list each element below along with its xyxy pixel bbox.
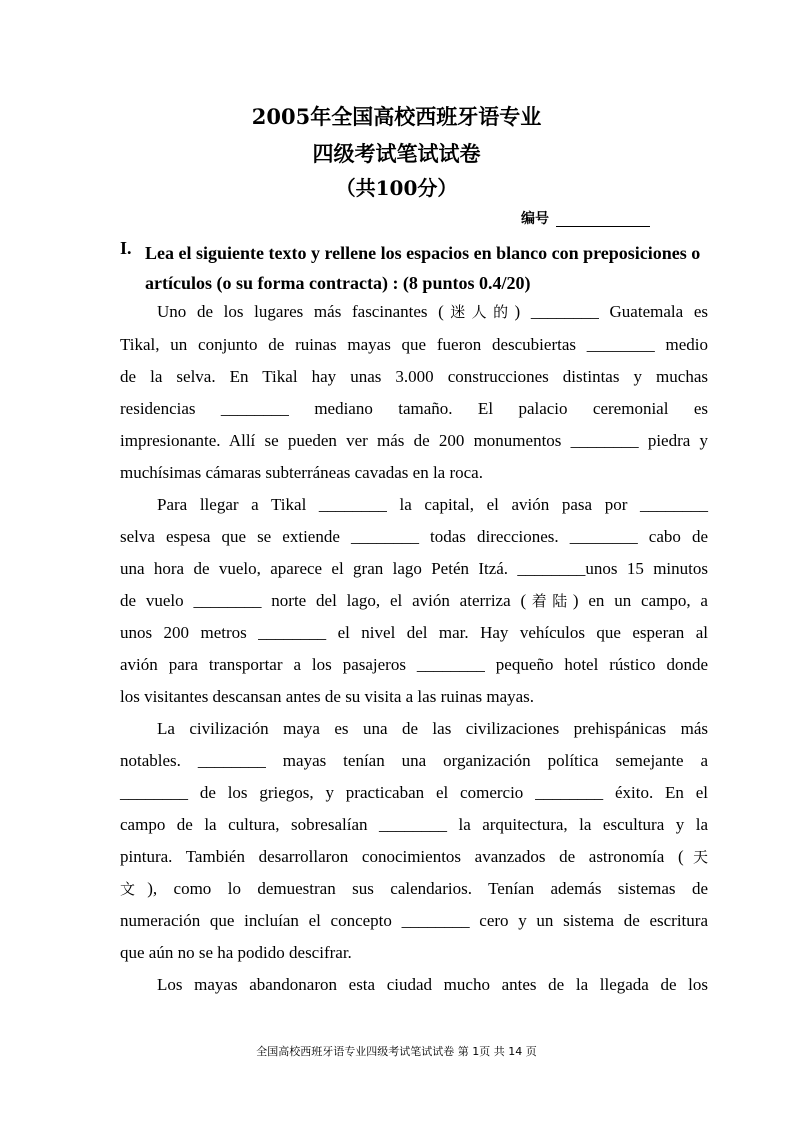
text-segment: numeración que incluían el concepto ________ cero y un sistema de escritura xyxy=(120,911,708,930)
document-title-line-2: 四级考试笔试试卷 xyxy=(312,141,481,166)
text-segment: ) ________ Guatemala es xyxy=(514,302,708,321)
text-line xyxy=(120,333,708,357)
page-footer: 全国高校西班牙语专业四级考试笔试试卷 第 1页 共 14 页 xyxy=(256,1045,537,1058)
section-instruction: Lea el siguiente texto y rellene los espacios en blanco con preposiciones o artículos (o su forma contracta) : (8 puntos 0.4/20) xyxy=(145,243,701,293)
chinese-gloss: 迷人的 xyxy=(443,303,515,321)
chinese-gloss: 天 xyxy=(683,848,708,866)
text-segment: unos 200 metros ________ el nivel del mar. Hay vehículos que esperan al xyxy=(120,623,708,642)
text-line xyxy=(120,365,708,389)
text-segment: pintura. También desarrollaron conocimientos avanzados de astronomía ( xyxy=(120,847,684,866)
text-segment: que aún no se ha podido descifrar. xyxy=(120,943,352,962)
document-total-points: （共100分） xyxy=(335,176,458,200)
number-label: 编号 xyxy=(521,211,549,227)
text-segment: ________ de los griegos, y practicaban el comercio ________ éxito. En el xyxy=(120,783,708,802)
text-line xyxy=(120,397,708,421)
text-segment: selva espesa que se extiende ________ todas direcciones. ________ cabo de xyxy=(120,527,708,546)
text-segment: los visitantes descansan antes de su visita a las ruinas mayas. xyxy=(120,687,535,706)
text-line xyxy=(157,493,708,517)
text-segment: ) en un campo, a xyxy=(572,591,708,610)
text-segment: impresionante. Allí se pueden ver más de 200 monumentos ________ piedra y xyxy=(120,431,708,450)
text-line xyxy=(157,973,708,997)
text-line xyxy=(157,300,708,324)
text-segment: Los mayas abandonaron esta ciudad mucho antes de la llegada de los xyxy=(157,975,708,994)
text-line xyxy=(120,621,708,645)
text-segment: una hora de vuelo, aparece el gran lago Petén Itzá. ________unos 15 minutos xyxy=(120,559,708,578)
number-blank-field[interactable] xyxy=(556,226,650,227)
text-segment: residencias ________ mediano tamaño. El palacio ceremonial es xyxy=(120,399,708,418)
chinese-gloss: 着陆 xyxy=(526,592,573,610)
text-segment: ), como lo demuestran sus calendarios. Tenían además sistemas de xyxy=(147,879,708,898)
text-line xyxy=(120,525,708,549)
text-segment: Para llegar a Tikal ________ la capital, el avión pasa por ________ xyxy=(157,495,708,514)
text-line xyxy=(120,461,708,485)
text-segment: de vuelo ________ norte del lago, el avión aterriza ( xyxy=(120,591,527,610)
text-line xyxy=(157,717,708,741)
text-segment: Tikal, un conjunto de ruinas mayas que fueron descubiertas ________ medio xyxy=(120,335,708,354)
text-line xyxy=(120,845,708,869)
text-line xyxy=(120,589,708,613)
text-line xyxy=(120,557,708,581)
text-line xyxy=(120,941,708,965)
text-line xyxy=(120,685,708,709)
text-line xyxy=(120,429,708,453)
text-line xyxy=(120,877,708,901)
section-number: I. xyxy=(120,238,132,258)
text-segment: muchísimas cámaras subterráneas cavadas en la roca. xyxy=(120,463,483,482)
text-segment: notables. ________ mayas tenían una organización política semejante a xyxy=(120,751,708,770)
text-line xyxy=(120,813,708,837)
text-line xyxy=(120,653,708,677)
text-segment: campo de la cultura, sobresalían ________ la arquitectura, la escultura y la xyxy=(120,815,708,834)
text-line xyxy=(120,749,708,773)
document-title-line-1: 2005年全国高校西班牙语专业 xyxy=(251,104,542,129)
text-line xyxy=(120,781,708,805)
text-segment: La civilización maya es una de las civilizaciones prehispánicas más xyxy=(157,719,708,738)
chinese-gloss: 文 xyxy=(120,880,148,898)
text-segment: Uno de los lugares más fascinantes ( xyxy=(157,302,444,321)
text-line xyxy=(120,909,708,933)
text-segment: avión para transportar a los pasajeros ________ pequeño hotel rústico donde xyxy=(120,655,708,674)
text-segment: de la selva. En Tikal hay unas 3.000 construcciones distintas y muchas xyxy=(120,367,708,386)
